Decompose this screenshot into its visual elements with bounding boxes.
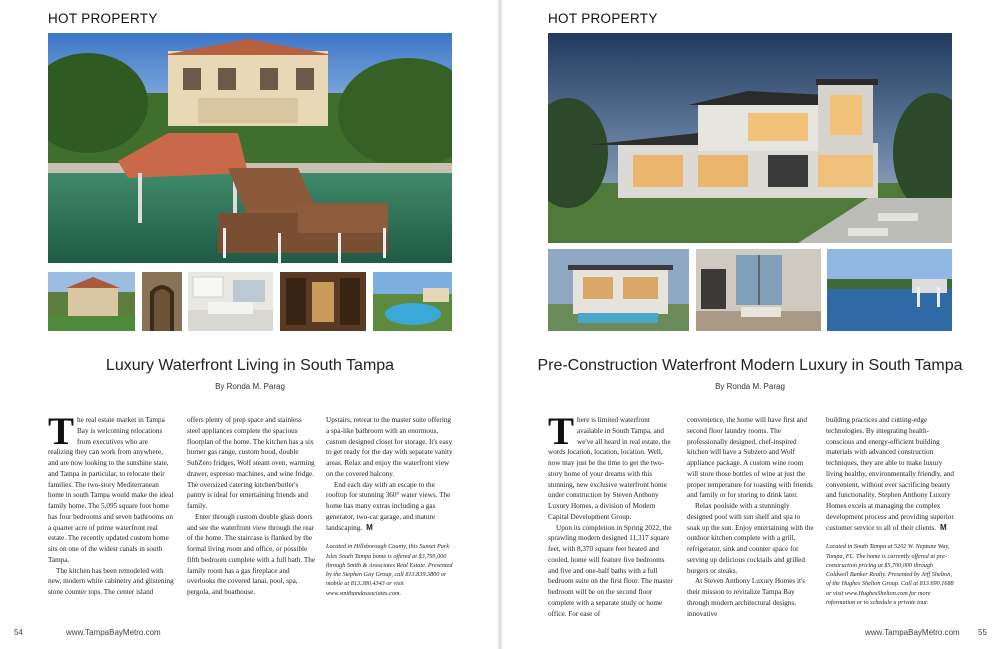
paragraph: Relax poolside with a stunningly designed pool with sun shelf and spa to soak up the sun. Enjoy entertaining with the outdoor kitchen complete with a grill, refrigerator, sink and counter space for serving up delicious cocktails and grilled burgers or steaks. xyxy=(687,502,814,575)
paragraph-text: he real estate market in Tampa Bay is welcoming relocations from executives who are realizing they can work from anywhere, and are now looking to the sunshine state, and Tampa in particular, to relocate their families. The two-story Mediterranean home in south Tampa would make the ideal family home. The 5,095 square foot home has four bedrooms and seven bathrooms on a quarter acre of prime waterfront real estate. The recently updated custom home sits on one of the widest canals in south Tampa. xyxy=(48,416,174,564)
article-byline: By Ronda M. Parag xyxy=(715,382,785,391)
section-header: HOT PROPERTY xyxy=(48,11,158,26)
paragraph: convenience, the home will have first and second floor laundry rooms. The professionally designed, chef-inspired kitchen will have a Subzero and Wolf appliance package. A custom wine room will store those bottles of wine at just the proper temperature for toasting with friends and family or for storing to drink later. xyxy=(687,416,813,500)
paragraph-text: here is limited waterfront available in South Tampa, and we've all heard in real estate, the words location, location, location. Well, now may just be the time to get the two-story home of your dreams with this stunning, new exclusive waterfront home under construction by Steven Anthony Luxury Homes, a division of Modern Capital Development Group. xyxy=(548,416,671,521)
article-byline: By Ronda M. Parag xyxy=(215,382,285,391)
footer-website-link[interactable]: www.TampaBayMetro.com xyxy=(865,628,960,637)
listing-caption: Located in South Tampa at 5202 W. Neptune Way, Tampa, FL. The home is currently offered at pre-construction pricing at $5,700,000 through Coldwell Banker Realty. Presented by Jeff Shelton, of the Hughes Shelton Group. Call at 813.690.1688 or visit www.HughesShelton.com for more information or to schedule a private tour. xyxy=(826,543,954,607)
drop-cap: T xyxy=(48,410,75,453)
paragraph: Upstairs, retreat to the master suite offering a spa-like bathroom with an enormous, custom designed closet for storage. It's easy to get ready for the day with separate vanity areas. Relax and enjoy the waterfront view on the covered balcony. xyxy=(326,416,453,478)
thumbnail-entry-door-photo xyxy=(142,272,182,331)
hero-photo-mediterranean-home xyxy=(48,33,452,263)
section-header: HOT PROPERTY xyxy=(548,11,658,26)
end-mark-icon: M xyxy=(939,522,947,532)
page-number: 55 xyxy=(978,628,987,637)
listing-caption: Located in Hillsborough County, this Sunset Park Isles South Tampa home is offered at $3,795,000 through Smith & Associates Real Estate. Presented by the Stephen Gay Group, call 813.839.3800 or mobile at 813.380.4343 or visit www.smithandassociates.com. xyxy=(326,543,453,597)
paragraph: The kitchen has been remodeled with new, modern white cabinetry and glistening stone counter tops. The center island xyxy=(48,566,174,596)
right-page xyxy=(500,0,1000,649)
article-column-3 xyxy=(326,415,454,598)
paragraph: At Steven Anthony Luxury Homes it's their mission to revitalize Tampa Bay through modern architectural designs, innovative xyxy=(687,577,806,618)
drop-cap: T xyxy=(548,410,575,453)
paragraph xyxy=(826,415,954,533)
thumbnail-wine-room-photo xyxy=(280,272,366,331)
paragraph-text: building practices and cutting-edge technologies. By integrating health-conscious and energy-efficient building materials with advanced construction techniques, they are able to make luxury living healthy, environmentally friendly, and convenient, without ever sacrificing beauty and functionality. Stephen Anthony Luxury Homes excels at managing the complex development process and providing superior customer service to all of their clients. xyxy=(826,416,955,532)
article-title: Pre-Construction Waterfront Modern Luxury in South Tampa xyxy=(537,357,963,374)
article-column-1 xyxy=(548,410,674,619)
article-column-1 xyxy=(48,410,174,598)
thumbnail-rear-exterior-photo xyxy=(548,249,689,331)
paragraph xyxy=(326,480,454,534)
thumbnail-pool-photo xyxy=(373,272,452,331)
thumbnail-waterfront-dock-photo xyxy=(827,249,952,331)
footer-website-link[interactable]: www.TampaBayMetro.com xyxy=(66,628,161,637)
paragraph xyxy=(48,410,174,566)
paragraph xyxy=(548,410,674,523)
paragraph: Enter through custom double glass doors and see the waterfront view through the rear of the home. The staircase is flanked by the formal living room and office, or possible fifth bedroom complete with a full bath. The family room has a gas fireplace and overlooks the covered lanai, pool, spa, pergola, and boathouse. xyxy=(187,512,316,596)
article-column-2 xyxy=(187,415,315,598)
article-column-3 xyxy=(826,415,954,607)
article-column-2 xyxy=(687,415,815,619)
paragraph-text: End each day with an escape to the rooftop for stunning 360° water views. The home has many extras including a gas generator, two-car garage, and mature landscaping. xyxy=(326,480,451,532)
end-mark-icon: M xyxy=(366,522,373,532)
article-title: Luxury Waterfront Living in South Tampa xyxy=(105,357,395,374)
page-number: 54 xyxy=(14,628,23,637)
hero-photo-modern-home xyxy=(548,33,952,243)
page-gutter xyxy=(497,0,503,649)
paragraph: Upon its completion in Spring 2022, the sprawling modern designed 11,317 square feet, with 8,370 square feet heated and cooled, home will feature five bedrooms and five and one-half baths with a full bedroom suite on the first floor. The master bedroom will be on the second floor complete with a separate study or home office. For ease of xyxy=(548,523,673,618)
thumbnail-exterior-photo xyxy=(48,272,135,331)
thumbnail-living-room-photo xyxy=(696,249,821,331)
paragraph: offers plenty of prep space and stainless steel appliances complete the spacious floorplan of the home. The kitchen has a six burner gas range, custom hood, double SubZero fridges, Wolf steam oven, warming drawer, espresso machines, and wine fridge. The oversized catering kitchen/butler's pantry is ideal for entertaining friends and family. xyxy=(187,416,315,510)
thumbnail-kitchen-photo xyxy=(188,272,273,331)
